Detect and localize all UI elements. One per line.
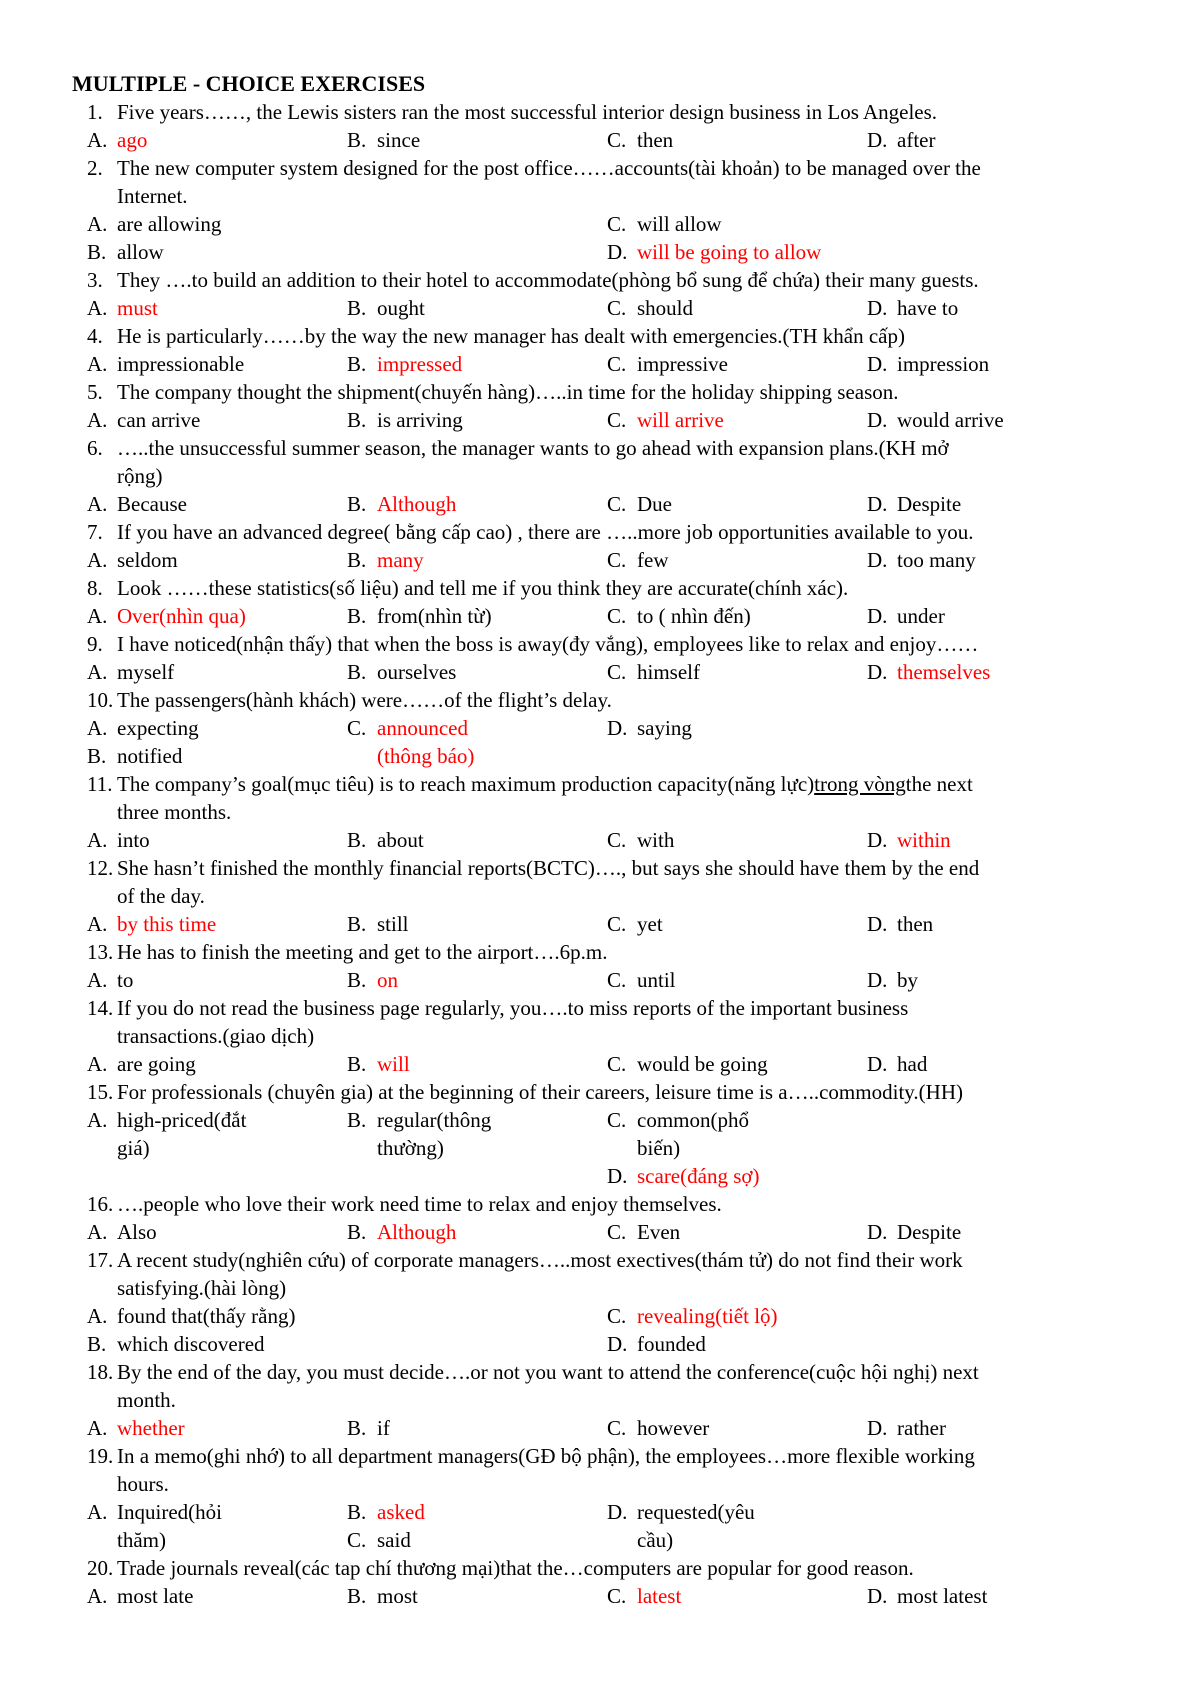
option-text: giá) [117,1136,150,1160]
option-label: D. [867,352,888,376]
option-text-correct: themselves [897,660,991,684]
option-label: A. [87,912,108,936]
question-row [72,518,1132,546]
question-text: of the day. [117,884,205,908]
option-text-correct: (thông báo) [377,744,475,768]
option-label: C. [607,212,627,236]
option-text: notified [117,744,183,768]
question-text-main: He is particularly……by the way the new manager has dealt with emergencies.(TH khẩn cấp) [117,324,905,348]
question-text-main: …..the unsuccessful summer season, the manager wants to go ahead with expansion plans.(KH mở [117,436,949,460]
option-text: myself [117,660,175,684]
question-row [72,434,1132,462]
question-text [117,266,979,294]
option-label: A. [87,492,108,516]
option-label: A. [87,1052,108,1076]
option-text: requested(yêu [637,1500,755,1524]
option-label: B. [347,1108,367,1132]
question-text [117,630,978,658]
question-number: 19. [87,1444,114,1468]
option-text-correct: impressed [377,352,463,376]
option-text: about [377,828,424,852]
options-row [72,210,1132,238]
option-label: C. [607,492,627,516]
option-text: have to [897,296,959,320]
option-text: most [377,1584,418,1608]
options-row [72,1218,1132,1246]
option-text: rather [897,1416,946,1440]
question-text-main: ….people who love their work need time to relax and enjoy themselves. [117,1192,722,1216]
options-row [72,602,1132,630]
option-label: C. [607,968,627,992]
question-number: 7. [87,520,103,544]
option-text-correct: Although [377,1220,457,1244]
question-text-main: Trade journals reveal(các tap chí thương mại)that the…computers are popular for good reason. [117,1556,914,1580]
option-label: D. [867,968,888,992]
option-label: B. [347,660,367,684]
options-row [72,742,1132,770]
option-text: ought [377,296,425,320]
question-list [72,98,1132,1610]
option-label: B. [347,352,367,376]
option-label: A. [87,604,108,628]
question-text [117,854,979,882]
question-text [117,1246,963,1274]
question-row [72,994,1132,1022]
question-number: 17. [87,1248,114,1272]
option-label: C. [607,828,627,852]
options-row [72,910,1132,938]
option-label: C. [607,912,627,936]
question-row [72,938,1132,966]
option-text: Even [637,1220,681,1244]
option-label: C. [607,1052,627,1076]
question-text-main: A recent study(nghiên cứu) of corporate managers…..most exectives(thám tử) do not find their work [117,1248,963,1272]
option-text: until [637,968,676,992]
option-label: D. [867,1220,888,1244]
question-text [117,1554,914,1582]
option-text-correct: must [117,296,158,320]
option-text: Also [117,1220,157,1244]
option-text: expecting [117,716,199,740]
option-text: by [897,968,918,992]
option-text: yet [637,912,663,936]
option-label: B. [87,240,107,264]
question-row [72,154,1132,182]
option-label: D. [867,1584,888,1608]
options-row [72,126,1132,154]
option-text: saying [637,716,692,740]
option-label: B. [347,492,367,516]
options-row [72,1162,1132,1190]
question-text-main: She hasn’t finished the monthly financial reports(BCTC)…., but says she should have them by the end [117,856,980,880]
option-label: D. [867,408,888,432]
option-text-correct: latest [637,1584,682,1608]
question-text-main: I have noticed(nhận thấy) that when the boss is away(đy vắng), employees like to relax and enjoy…… [117,632,979,656]
option-text: to ( nhìn đến) [637,604,751,628]
question-text-main: Five years……, the Lewis sisters ran the most successful interior design business in Los Angeles. [117,100,938,124]
options-row [72,1106,1132,1134]
option-label: A. [87,352,108,376]
question-text: transactions.(giao dịch) [117,1024,315,1048]
option-label: D. [867,1052,888,1076]
option-text: Because [117,492,187,516]
option-label: B. [87,1332,107,1356]
option-text: would arrive [897,408,1004,432]
question-text [117,518,974,546]
option-text: since [377,128,421,152]
question-number: 10. [87,688,114,712]
option-text-correct: announced [377,716,468,740]
question-row [72,1190,1132,1218]
option-label: A. [87,828,108,852]
option-text: then [637,128,674,152]
question-text-main: In a memo(ghi nhớ) to all department managers(GĐ bộ phận), the employees…more flexible working [117,1444,975,1468]
options-row [72,1526,1132,1554]
options-row [72,1582,1132,1610]
option-text: under [897,604,945,628]
option-text: said [377,1528,411,1552]
option-label: C. [607,352,627,376]
option-text: had [897,1052,928,1076]
option-text: cầu) [637,1528,674,1552]
option-text-correct: will [377,1052,410,1076]
option-text: still [377,912,409,936]
question-number: 8. [87,576,103,600]
question-continuation [72,1274,1132,1302]
option-label: D. [607,1332,628,1356]
options-row [72,238,1132,266]
option-label: B. [347,604,367,628]
question-number: 16. [87,1192,114,1216]
option-text: from(nhìn từ) [377,604,492,628]
option-label: A. [87,1584,108,1608]
question-text-main: The new computer system designed for the post office……accounts(tài khoản) to be managed over the [117,156,981,180]
option-label: B. [347,968,367,992]
option-label: B. [347,1584,367,1608]
option-text: seldom [117,548,178,572]
option-text: thường) [377,1136,444,1160]
option-label: B. [347,128,367,152]
option-label: B. [347,828,367,852]
option-text-correct: will arrive [637,408,724,432]
option-label: C. [607,660,627,684]
options-row [72,546,1132,574]
option-text: biến) [637,1136,681,1160]
question-text [117,378,899,406]
option-text: into [117,828,150,852]
option-label: B. [347,296,367,320]
option-label: C. [347,1528,367,1552]
question-text [117,770,973,798]
option-label: A. [87,968,108,992]
option-label: A. [87,1220,108,1244]
option-label: A. [87,548,108,572]
options-row [72,1134,1132,1162]
option-text: most late [117,1584,194,1608]
question-row [72,574,1132,602]
options-row [72,658,1132,686]
question-text [117,1442,975,1470]
question-row [72,770,1132,798]
options-row [72,350,1132,378]
question-number: 13. [87,940,114,964]
question-text [117,938,607,966]
question-number: 5. [87,380,103,404]
options-row [72,1498,1132,1526]
question-text [117,434,949,462]
option-text: most latest [897,1584,988,1608]
question-number: 3. [87,268,103,292]
question-text [117,154,981,182]
option-text-correct: revealing(tiết lộ) [637,1304,778,1328]
option-text-correct: will be going to allow [637,240,822,264]
question-text-main: If you have an advanced degree( bằng cấp cao) , there are …..more job opportunities available to you. [117,520,974,544]
option-label: D. [607,1164,628,1188]
option-label: D. [867,296,888,320]
options-row [72,406,1132,434]
option-text: found that(thấy rằng) [117,1304,296,1328]
option-label: A. [87,1416,108,1440]
option-label: C. [607,1220,627,1244]
options-row [72,294,1132,322]
question-text-main: If you do not read the business page regularly, you….to miss reports of the important business [117,996,909,1020]
option-label: C. [607,296,627,320]
option-label: B. [347,1220,367,1244]
option-text: which discovered [117,1332,265,1356]
option-text-correct: many [377,548,424,572]
question-text-main: For professionals (chuyên gia) at the beginning of their careers, leisure time is a…..commodity.(HH) [117,1080,963,1104]
options-row [72,1050,1132,1078]
option-text-correct: Over(nhìn qua) [117,604,246,628]
question-continuation [72,1022,1132,1050]
option-label: D. [867,828,888,852]
question-text-main: By the end of the day, you must decide….or not you want to attend the conference(cuộc hội nghị) next [117,1360,979,1384]
option-text: are going [117,1052,196,1076]
question-continuation [72,1470,1132,1498]
question-number: 12. [87,856,114,880]
question-text [117,1190,722,1218]
option-text-correct: Although [377,492,457,516]
option-label: C. [607,1304,627,1328]
question-row [72,1078,1132,1106]
option-label: D. [867,912,888,936]
question-text: rộng) [117,464,163,488]
option-label: C. [607,1416,627,1440]
question-text-main: The company thought the shipment(chuyến hàng)…..in time for the holiday shipping season. [117,380,899,404]
option-text: impressive [637,352,728,376]
question-row [72,1554,1132,1582]
option-label: D. [867,660,888,684]
options-row [72,1302,1132,1330]
question-text [117,1078,963,1106]
option-label: C. [607,1108,627,1132]
question-text-main: The company’s goal(mục tiêu) is to reach maximum production capacity(năng lực) [117,772,815,796]
question-number: 9. [87,632,103,656]
option-label: B. [347,1416,367,1440]
option-text: will allow [637,212,722,236]
option-text-correct: by this time [117,912,217,936]
question-row [72,322,1132,350]
option-text: are allowing [117,212,222,236]
question-continuation [72,1386,1132,1414]
option-text-correct: asked [377,1500,425,1524]
option-label: D. [607,1500,628,1524]
option-label: B. [87,744,107,768]
question-row [72,686,1132,714]
question-text-main: Look ……these statistics(số liệu) and tell me if you think they are accurate(chính xác). [117,576,849,600]
question-number: 1. [87,100,103,124]
question-number: 18. [87,1360,114,1384]
question-continuation [72,882,1132,910]
question-text [117,1358,979,1386]
options-row [72,714,1132,742]
question-continuation [72,182,1132,210]
options-row [72,966,1132,994]
option-text-correct: whether [117,1416,185,1440]
option-label: C. [347,716,367,740]
question-text-main: The passengers(hành khách) were……of the flight’s delay. [117,688,612,712]
option-label: C. [607,128,627,152]
options-row [72,1414,1132,1442]
option-label: C. [607,408,627,432]
question-text: satisfying.(hài lòng) [117,1276,287,1300]
option-text: high-priced(đắt [117,1108,247,1132]
option-label: A. [87,1108,108,1132]
option-text: after [897,128,936,152]
question-continuation [72,798,1132,826]
option-text: common(phổ [637,1108,749,1132]
option-label: A. [87,1304,108,1328]
question-text [117,322,905,350]
option-label: D. [607,240,628,264]
option-text: founded [637,1332,706,1356]
underlined-hint: trong vòng [814,772,906,796]
page-title: MULTIPLE - CHOICE EXERCISES [72,71,426,96]
option-label: C. [607,604,627,628]
option-text: then [897,912,934,936]
option-label: A. [87,296,108,320]
option-text: should [637,296,694,320]
question-row [72,854,1132,882]
option-label: D. [867,604,888,628]
question-text: Internet. [117,184,188,208]
question-number: 6. [87,436,103,460]
option-label: A. [87,660,108,684]
question-text-main: He has to finish the meeting and get to the airport….6p.m. [117,940,608,964]
options-row [72,826,1132,854]
question-text [117,994,908,1022]
option-label: A. [87,128,108,152]
option-text: Despite [897,1220,962,1244]
options-row [72,490,1132,518]
exercise-page [72,70,1132,1610]
option-label: D. [607,716,628,740]
option-text-correct: on [377,968,398,992]
option-label: B. [347,548,367,572]
option-text: few [637,548,669,572]
option-label: B. [347,1500,367,1524]
option-text-correct: within [897,828,951,852]
question-row [72,1358,1132,1386]
question-number: 14. [87,996,114,1020]
question-text: three months. [117,800,232,824]
question-number: 11. [87,772,113,796]
option-text: however [637,1416,710,1440]
option-text: thăm) [117,1528,166,1552]
question-text [117,98,937,126]
question-number: 15. [87,1080,114,1104]
option-text: impression [897,352,990,376]
question-text [117,686,612,714]
option-text: with [637,828,675,852]
question-text [117,574,848,602]
option-text: impressionable [117,352,245,376]
option-text: if [377,1416,390,1440]
option-label: D. [867,548,888,572]
option-text: to [117,968,134,992]
question-number: 2. [87,156,103,180]
question-text: month. [117,1388,176,1412]
option-text: Due [637,492,672,516]
option-label: D. [867,1416,888,1440]
option-text: would be going [637,1052,768,1076]
question-text-tail: the next [905,772,973,796]
option-text: too many [897,548,976,572]
option-label: B. [347,1052,367,1076]
question-text-main: They ….to build an addition to their hotel to accommodate(phòng bổ sung để chứa) their many guests. [117,268,979,292]
option-text: himself [637,660,700,684]
option-label: A. [87,716,108,740]
option-label: D. [867,492,888,516]
option-text-correct: ago [117,128,148,152]
option-text: Inquired(hỏi [117,1500,222,1524]
question-row [72,1442,1132,1470]
option-label: B. [347,408,367,432]
option-text: Despite [897,492,962,516]
question-number: 4. [87,324,103,348]
question-row [72,378,1132,406]
question-number: 20. [87,1556,114,1580]
option-label: A. [87,408,108,432]
question-row [72,266,1132,294]
option-label: C. [607,548,627,572]
question-continuation [72,462,1132,490]
option-text: allow [117,240,164,264]
option-text: ourselves [377,660,457,684]
option-label: B. [347,912,367,936]
option-label: A. [87,1500,108,1524]
option-label: D. [867,128,888,152]
option-text: can arrive [117,408,201,432]
question-text: hours. [117,1472,169,1496]
option-text-correct: scare(đáng sợ) [637,1164,760,1188]
options-row [72,1330,1132,1358]
option-label: C. [607,1584,627,1608]
option-label: A. [87,212,108,236]
option-text: regular(thông [377,1108,492,1132]
option-text: is arriving [377,408,463,432]
question-row [72,1246,1132,1274]
question-row [72,98,1132,126]
question-row [72,630,1132,658]
